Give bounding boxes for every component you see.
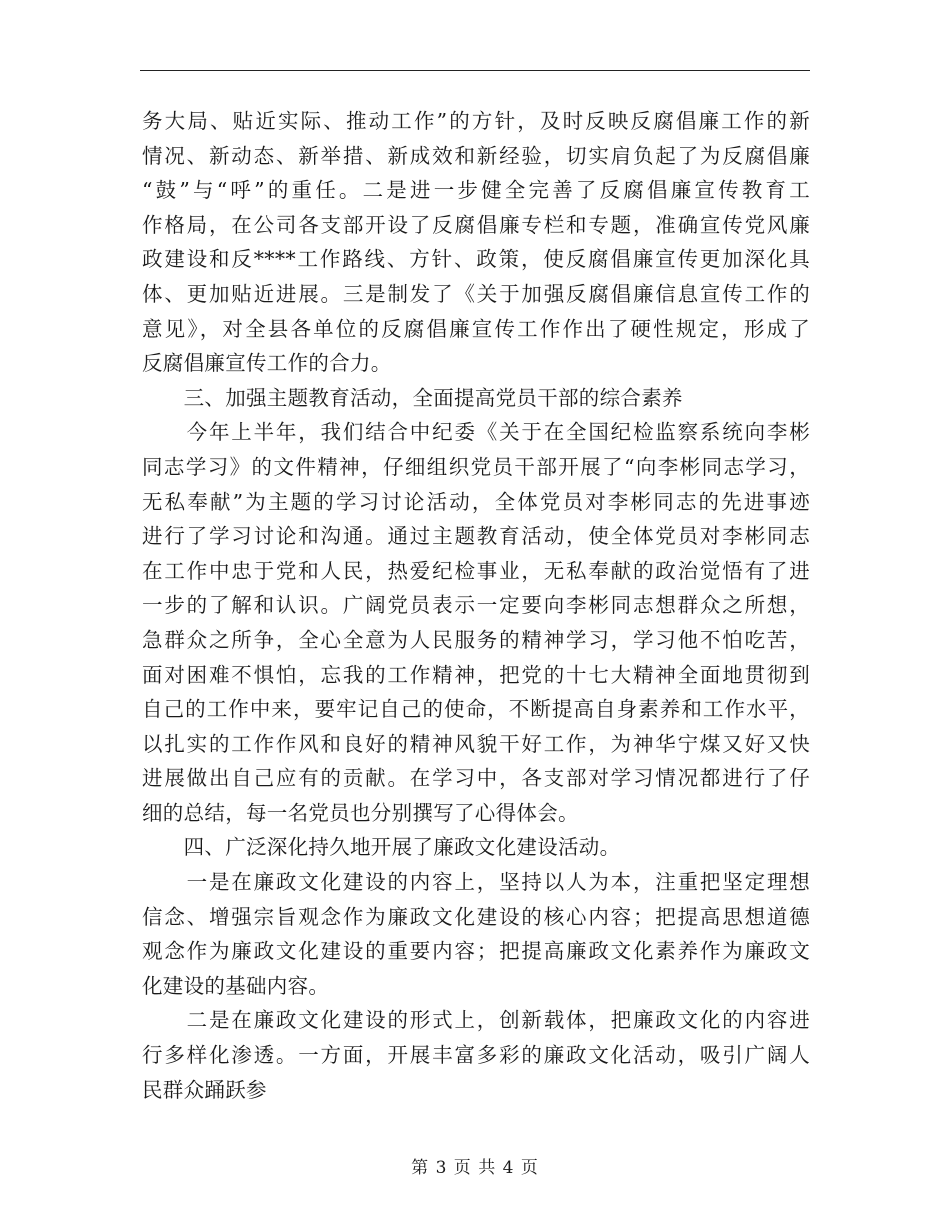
header-rule	[140, 70, 810, 71]
text-line: 三、加强主题教育活动，全面提高党员干部的综合素养	[142, 385, 683, 410]
text-line: 在工作中忠于党和人民，热爱纪检事业，无私奉献的政治觉悟有了进	[142, 558, 810, 583]
text-line: 四、广泛深化持久地开展了廉政文化建设活动。	[142, 835, 621, 860]
text-line: 务大局、贴近实际、推动工作”的方针，及时反映反腐倡廉工作的新	[142, 109, 810, 133]
text-line: 观念作为廉政文化建设的重要内容；把提高廉政文化素养作为廉政文	[142, 939, 810, 964]
page-number-footer: 第 3 页 共 4 页	[411, 1158, 539, 1178]
text-line: 二是在廉政文化建设的形式上，创新载体，把廉政文化的内容进	[142, 1008, 810, 1033]
document-body	[142, 104, 810, 1107]
text-line: 以扎实的工作作风和良好的精神风貌干好工作，为神华宁煤又好又快	[142, 731, 810, 756]
text-line: 急群众之所争，全心全意为人民服务的精神学习，学习他不怕吃苦，	[142, 627, 810, 652]
text-line: 作格局，在公司各支部开设了反腐倡廉专栏和专题，准确宣传党风廉	[142, 212, 810, 237]
text-line: 一是在廉政文化建设的内容上，坚持以人为本，注重把坚定理想	[142, 870, 810, 895]
text-line: 体、更加贴近进展。三是制发了《关于加强反腐倡廉信息宣传工作的	[142, 281, 810, 306]
text-line: 进展做出自己应有的贡献。在学习中，各支部对学习情况都进行了仔	[142, 766, 810, 791]
text-line: “鼓”与“呼”的重任。二是进一步健全完善了反腐倡廉宣传教育工	[142, 178, 810, 203]
text-line: 面对困难不惧怕，忘我的工作精神，把党的十七大精神全面地贯彻到	[142, 662, 810, 687]
text-line: 化建设的基础内容。	[142, 973, 330, 998]
text-line: 一步的了解和认识。广阔党员表示一定要向李彬同志想群众之所想，	[142, 593, 810, 618]
text-line: 细的总结，每一名党员也分别撰写了心得体会。	[142, 800, 579, 825]
text-line: 反腐倡廉宣传工作的合力。	[142, 351, 392, 376]
text-line: 进行了学习讨论和沟通。通过主题教育活动，使全体党员对李彬同志	[142, 524, 810, 549]
text-line: 情况、新动态、新举措、新成效和新经验，切实肩负起了为反腐倡廉	[142, 143, 810, 168]
text-line: 民群众踊跃参	[142, 1077, 267, 1102]
text-line: 今年上半年，我们结合中纪委《关于在全国纪检监察系统向李彬	[142, 420, 810, 445]
text-line: 政建设和反****工作路线、方针、政策，使反腐倡廉宣传更加深化具	[142, 247, 810, 272]
text-line: 意见》，对全县各单位的反腐倡廉宣传工作作出了硬性规定，形成了	[142, 316, 810, 341]
text-line: 信念、增强宗旨观念作为廉政文化建设的核心内容；把提高思想道德	[142, 904, 810, 929]
text-line: 行多样化渗透。一方面，开展丰富多彩的廉政文化活动，吸引广阔人	[142, 1043, 810, 1068]
text-line: 同志学习》的文件精神，仔细组织党员干部开展了“向李彬同志学习，	[142, 454, 810, 479]
text-line: 无私奉献”为主题的学习讨论活动，全体党员对李彬同志的先进事迹	[142, 489, 810, 514]
text-line: 自己的工作中来，要牢记自己的使命，不断提高自身素养和工作水平，	[142, 697, 810, 722]
